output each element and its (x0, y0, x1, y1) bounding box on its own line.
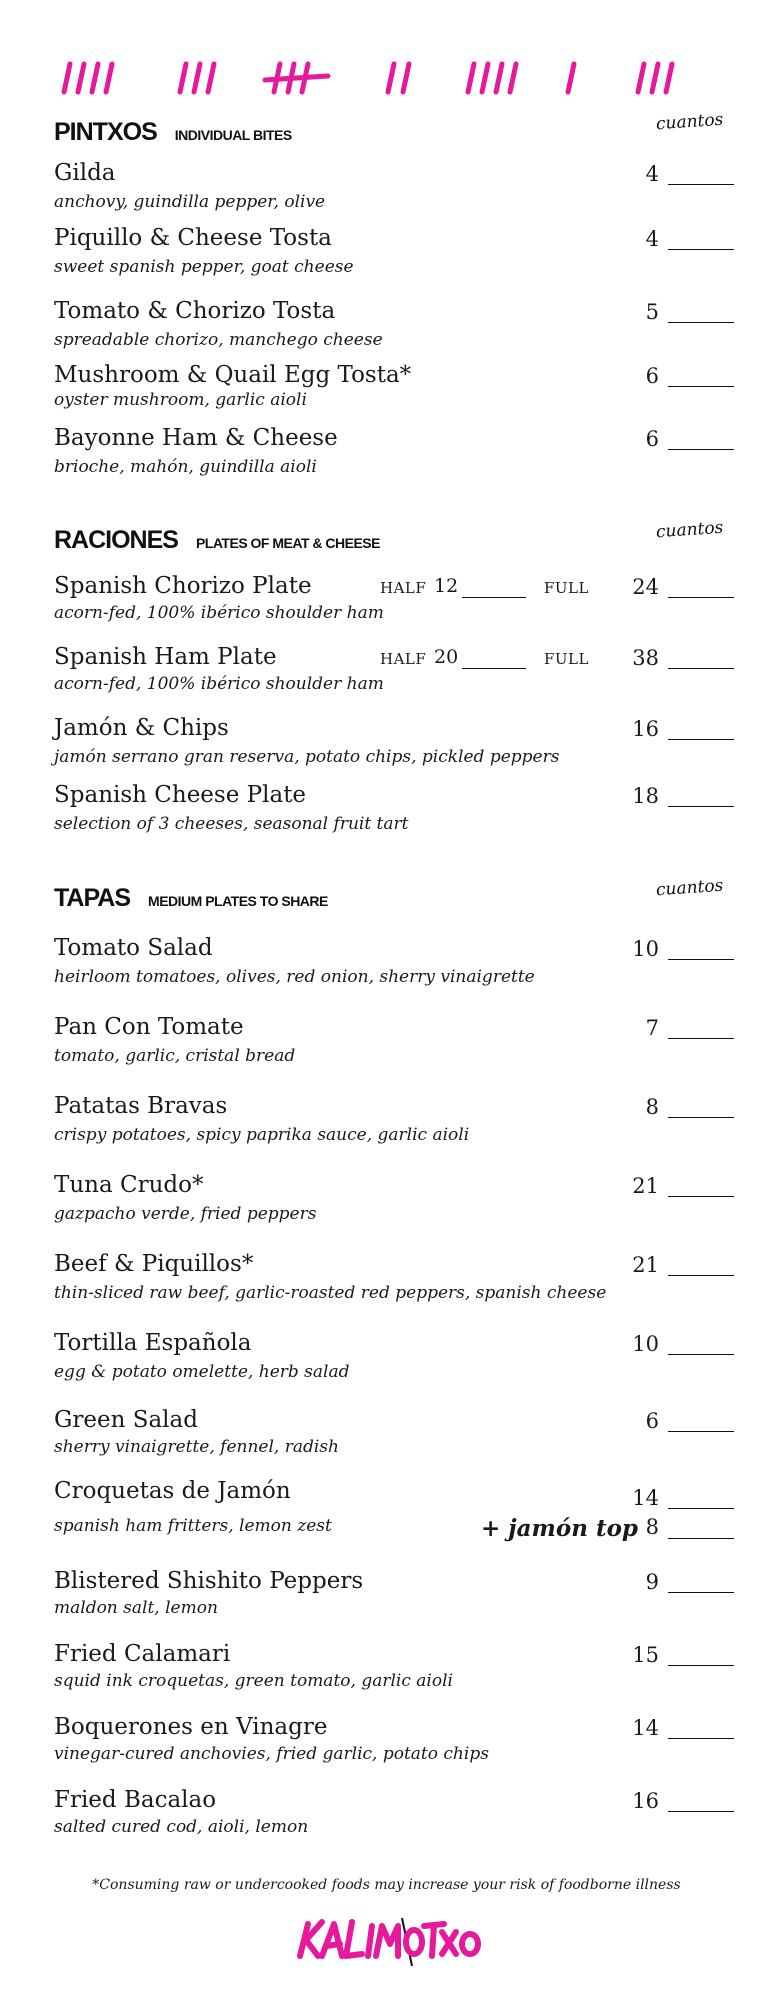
item-name: Gilda (54, 160, 116, 186)
quantity-line[interactable] (668, 1196, 734, 1197)
cuantos-label: cuantos (655, 875, 724, 901)
quantity-line[interactable] (668, 1508, 734, 1509)
quantity-line[interactable] (668, 1431, 734, 1432)
half-quantity-line[interactable] (462, 668, 526, 669)
quantity-line[interactable] (668, 1354, 734, 1355)
cuantos-label: cuantos (655, 517, 724, 543)
item-description: gazpacho verde, fried peppers (54, 1204, 317, 1224)
section-subtitle: INDIVIDUAL BITES (174, 127, 292, 143)
half-price: 12 (434, 575, 459, 597)
item-description: egg & potato omelette, herb salad (54, 1362, 350, 1382)
section-title: PINTXOS (54, 118, 157, 146)
quantity-line[interactable] (668, 1275, 734, 1276)
item-name: Bayonne Ham & Cheese (54, 425, 338, 451)
quantity-line[interactable] (668, 739, 734, 740)
full-label: FULL (544, 650, 589, 668)
item-name: Blistered Shishito Peppers (54, 1568, 364, 1594)
quantity-line[interactable] (668, 1038, 734, 1039)
item-name: Tortilla Española (54, 1330, 252, 1356)
quantity-line[interactable] (668, 449, 734, 450)
item-price: 24 (632, 575, 659, 599)
section-header-tapas (54, 884, 328, 913)
item-description: spreadable chorizo, manchego cheese (54, 330, 383, 350)
quantity-line[interactable] (668, 184, 734, 185)
quantity-line[interactable] (668, 1738, 734, 1739)
item-price: 5 (645, 300, 659, 324)
item-name: Tomato Salad (54, 935, 213, 961)
section-header-raciones (54, 526, 380, 555)
item-name: Spanish Ham Plate (54, 644, 277, 670)
item-price: 6 (645, 1409, 659, 1433)
addon-quantity-line[interactable] (668, 1538, 734, 1539)
quantity-line[interactable] (668, 806, 734, 807)
item-price: 10 (632, 937, 659, 961)
item-description: maldon salt, lemon (54, 1598, 218, 1618)
item-price: 14 (632, 1486, 659, 1510)
item-price: 8 (645, 1095, 659, 1119)
item-description: vinegar-cured anchovies, fried garlic, potato chips (54, 1744, 489, 1764)
item-price: 7 (645, 1016, 659, 1040)
item-name: Mushroom & Quail Egg Tosta* (54, 362, 412, 388)
cuantos-label: cuantos (655, 109, 724, 135)
half-price: 20 (434, 646, 459, 668)
item-description: brioche, mahón, guindilla aioli (54, 457, 317, 477)
item-name: Green Salad (54, 1407, 198, 1433)
foodborne-disclaimer: *Consuming raw or undercooked foods may increase your risk of foodborne illness (92, 1877, 681, 1893)
section-title: TAPAS (54, 884, 131, 912)
item-price: 16 (632, 1789, 659, 1813)
item-price: 14 (632, 1716, 659, 1740)
item-name: Tomato & Chorizo Tosta (54, 298, 336, 324)
item-name: Tuna Crudo* (54, 1172, 204, 1198)
quantity-line[interactable] (668, 249, 734, 250)
item-price: 38 (632, 646, 659, 670)
section-title: RACIONES (54, 526, 178, 554)
item-price: 10 (632, 1332, 659, 1356)
section-header-pintxos (54, 118, 292, 147)
item-description: sweet spanish pepper, goat cheese (54, 257, 354, 277)
full-label: FULL (544, 579, 589, 597)
item-name: Spanish Chorizo Plate (54, 573, 312, 599)
item-description: acorn-fed, 100% ibérico shoulder ham (54, 603, 384, 623)
item-description: heirloom tomatoes, olives, red onion, sherry vinaigrette (54, 967, 535, 987)
item-name: Jamón & Chips (54, 715, 229, 741)
kalimotxo-logo (286, 1908, 486, 1972)
item-price: 6 (645, 364, 659, 388)
item-name: Piquillo & Cheese Tosta (54, 225, 332, 251)
item-description: jamón serrano gran reserva, potato chips, pickled peppers (54, 747, 560, 767)
addon-price: 8 (645, 1515, 659, 1539)
quantity-line[interactable] (668, 1117, 734, 1118)
item-price: 4 (645, 227, 659, 251)
item-description: crispy potatoes, spicy paprika sauce, garlic aioli (54, 1125, 470, 1145)
item-name: Fried Calamari (54, 1641, 231, 1667)
quantity-line[interactable] (668, 1811, 734, 1812)
tally-marks (58, 56, 718, 100)
item-description: acorn-fed, 100% ibérico shoulder ham (54, 674, 384, 694)
item-description: squid ink croquetas, green tomato, garlic aioli (54, 1671, 453, 1691)
section-subtitle: PLATES OF MEAT & CHEESE (195, 535, 380, 551)
item-description: anchovy, guindilla pepper, olive (54, 192, 326, 212)
quantity-line[interactable] (668, 386, 734, 387)
item-name: Pan Con Tomate (54, 1014, 244, 1040)
addon-label: + jamón top (481, 1515, 638, 1542)
item-description: spanish ham fritters, lemon zest (54, 1516, 332, 1536)
item-name: Spanish Cheese Plate (54, 782, 307, 808)
quantity-line[interactable] (668, 597, 734, 598)
item-price: 21 (632, 1174, 659, 1198)
quantity-line[interactable] (668, 959, 734, 960)
item-description: sherry vinaigrette, fennel, radish (54, 1437, 339, 1457)
item-description: oyster mushroom, garlic aioli (54, 390, 307, 410)
item-price: 4 (645, 162, 659, 186)
item-price: 18 (632, 784, 659, 808)
item-name: Boquerones en Vinagre (54, 1714, 328, 1740)
item-price: 15 (632, 1643, 659, 1667)
item-description: tomato, garlic, cristal bread (54, 1046, 296, 1066)
half-label: HALF (380, 579, 427, 597)
half-label: HALF (380, 650, 427, 668)
item-description: selection of 3 cheeses, seasonal fruit tart (54, 814, 409, 834)
quantity-line[interactable] (668, 1592, 734, 1593)
quantity-line[interactable] (668, 322, 734, 323)
item-price: 21 (632, 1253, 659, 1277)
item-name: Patatas Bravas (54, 1093, 228, 1119)
item-name: Fried Bacalao (54, 1787, 217, 1813)
item-name: Croquetas de Jamón (54, 1478, 291, 1504)
half-quantity-line[interactable] (462, 597, 526, 598)
section-subtitle: MEDIUM PLATES TO SHARE (148, 893, 328, 909)
quantity-line[interactable] (668, 1665, 734, 1666)
item-description: thin-sliced raw beef, garlic-roasted red peppers, spanish cheese (54, 1283, 607, 1303)
quantity-line[interactable] (668, 668, 734, 669)
item-price: 6 (645, 427, 659, 451)
item-description: salted cured cod, aioli, lemon (54, 1817, 309, 1837)
item-price: 16 (632, 717, 659, 741)
item-price: 9 (645, 1570, 659, 1594)
item-name: Beef & Piquillos* (54, 1251, 254, 1277)
